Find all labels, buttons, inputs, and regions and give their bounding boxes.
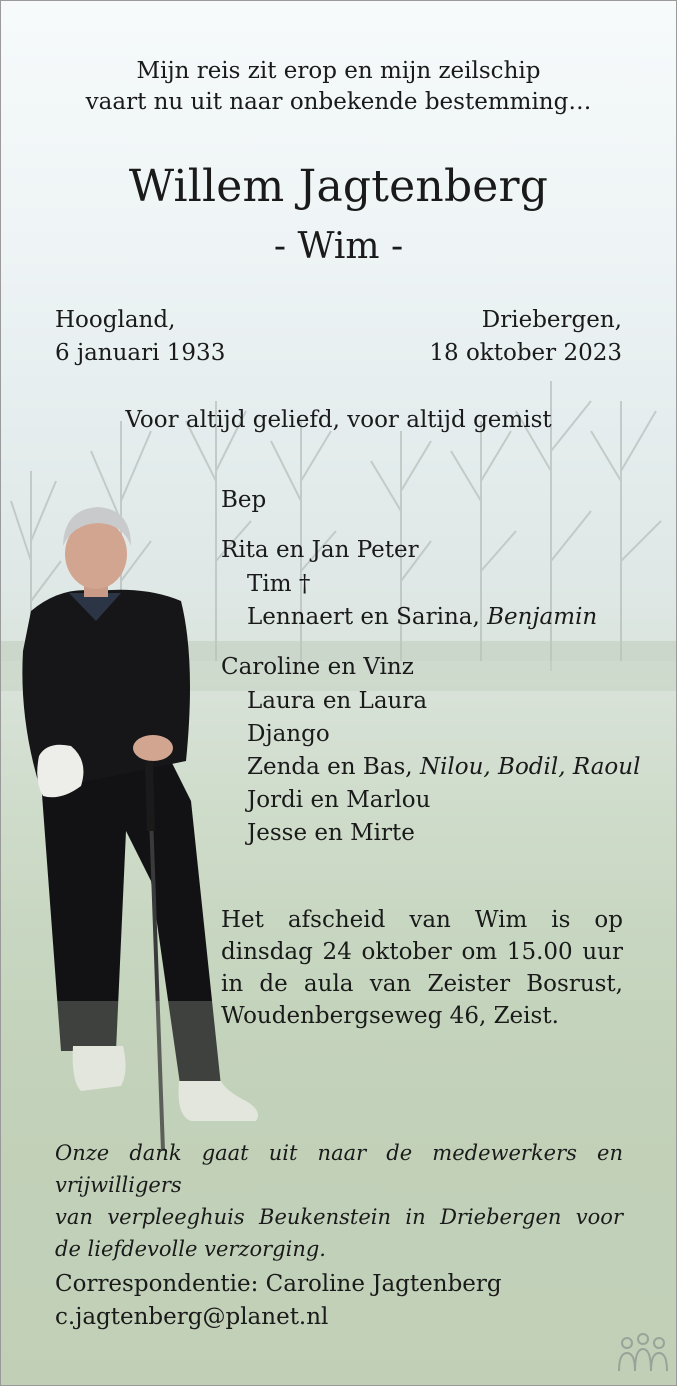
tagline: Voor altijd geliefd, voor altijd gemist <box>125 407 552 433</box>
thanks-note <box>55 1137 623 1265</box>
poem-line-1: Mijn reis zit erop en mijn zeilschip <box>136 58 541 84</box>
great-grandchildren-5: Nilou, Bodil, Raoul <box>419 754 641 780</box>
correspondence-label: Correspondentie: Caroline Jagtenberg <box>55 1271 502 1297</box>
farewell-line-2: dinsdag 24 oktober om 15.00 uur <box>221 939 623 965</box>
family-grandchild-4: Django <box>247 721 330 747</box>
family-grandchild-7: Jesse en Mirte <box>247 820 415 846</box>
family-spouse: Bep <box>221 487 267 513</box>
family-grandchild-3: Laura en Laura <box>247 688 428 714</box>
birth-place: Hoogland, <box>55 307 176 333</box>
family-child-2: Caroline en Vinz <box>221 654 414 680</box>
family-grandchild-6: Jordi en Marlou <box>247 787 431 813</box>
farewell-line-3: in de aula van Zeister Bosrust, <box>221 971 623 997</box>
death-date: 18 oktober 2023 <box>429 340 622 366</box>
farewell-notice <box>221 904 623 1032</box>
correspondence-email[interactable]: c.jagtenberg@planet.nl <box>55 1304 329 1330</box>
great-grandchildren-2: Benjamin <box>487 604 598 630</box>
family-child-1: Rita en Jan Peter <box>221 537 419 563</box>
people-icon <box>617 1331 669 1375</box>
thanks-line-2: van verpleeghuis Beukenstein in Driebergen voor <box>55 1205 623 1229</box>
death-place: Driebergen, <box>481 307 622 333</box>
family-grandchild-5: Zenda en Bas, Nilou, Bodil, Raoul <box>247 754 641 780</box>
farewell-line-4: Woudenbergseweg 46, Zeist. <box>221 1003 559 1029</box>
family-grandchild-2: Lennaert en Sarina, Benjamin <box>247 604 598 630</box>
deceased-nickname: - Wim - <box>273 226 404 267</box>
poem-line-2: vaart nu uit naar onbekende bestemming… <box>85 89 592 115</box>
thanks-line-3: de liefdevolle verzorging. <box>55 1237 326 1261</box>
thanks-line-1: Onze dank gaat uit naar de medewerkers en vrijwilligers <box>55 1141 623 1197</box>
family-grandchild-1: Tim † <box>247 571 311 597</box>
farewell-line-1: Het afscheid van Wim is op <box>221 907 623 933</box>
deceased-name: Willem Jagtenberg <box>128 161 549 212</box>
birth-date: 6 januari 1933 <box>55 340 226 366</box>
